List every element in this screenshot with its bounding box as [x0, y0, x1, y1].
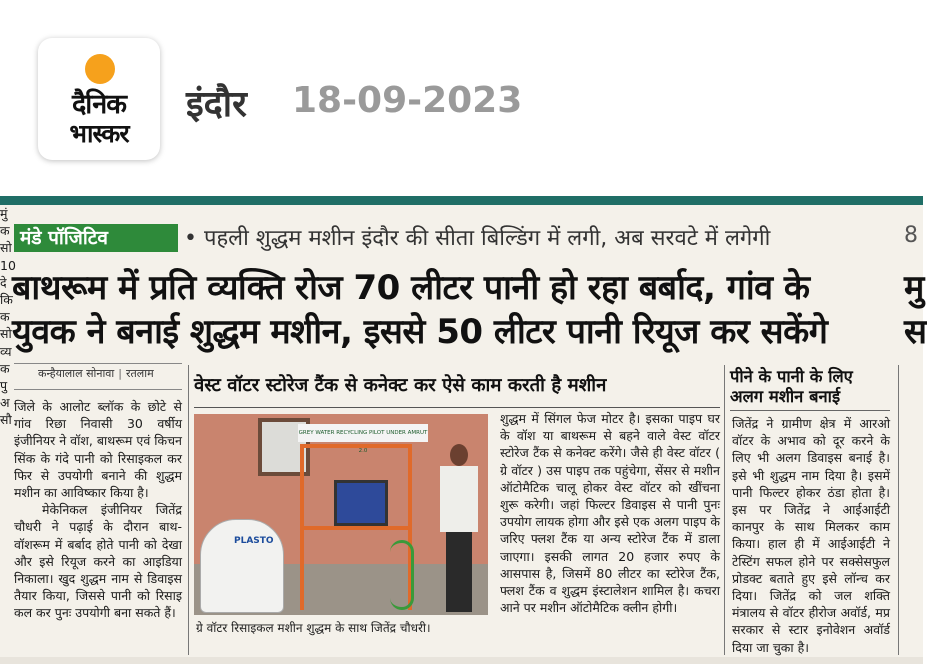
adjacent-line: क — [0, 309, 10, 325]
app-header — [0, 0, 923, 196]
photo-person — [440, 444, 478, 612]
photo-machine-unit — [334, 480, 388, 526]
photo-caption: ग्रे वॉटर रिसाइकल मशीन शुद्धम के साथ जितेंद्र चौधरी। — [196, 621, 431, 635]
column-1-paragraph-1: जिले के आलोट ब्लॉक के छोटे से गांव रिछा निवासी 30 वर्षीय इंजीनियर ने वॉश, बाथरूम एवं किचन सिंक के गंदे पानी को रिसाइकल कर फिर से उपयोगी बनाने की शुद्धम मशीन का आविष्कार किया है। — [14, 399, 182, 501]
adjacent-line: सौ — [0, 412, 12, 428]
logo-text-bhaskar: भास्कर — [69, 119, 129, 148]
adjacent-line: क — [0, 223, 10, 239]
adjacent-line: 10 — [0, 257, 16, 273]
headline-line-1: बाथरूम में प्रति व्यक्ति रोज 70 लीटर पानी हो रहा बर्बाद, गांव के — [12, 268, 810, 308]
byline-rule-bottom — [14, 389, 182, 390]
byline-place: रतलाम — [126, 367, 154, 380]
adjacent-line: दे — [0, 274, 7, 290]
byline: कन्हैयालाल सोनावा | रतलाम — [38, 367, 154, 380]
article-column-4: जितेंद्र ने ग्रामीण क्षेत्र में आरओ वॉटर के अभाव को दूर करने के लिए भी अलग डिवाइस बनाई है। इसे भी शुद्धम नाम दिया है। इसमें पानी फिल्टर होकर ठंडा होता है। इस पर जितेंद्र ने आईआईटी कानपुर के साथ मिलकर काम किया। हाल ही में आईआईटी ने टेस्टिंग सफल होने पर सक्सेसफुल प्रोडक्ट बताते हुए इसे लॉन्च कर दिया। जितेंद्र को जल शक्ति मंत्रालय से वॉटर हीरोज अवॉर्ड, मप्र सरकार से स्टार इनोवेशन अवॉर्ड दिया जा चुका है। — [732, 416, 890, 655]
adjacent-line: मुं — [0, 206, 8, 221]
adjacent-line: कि — [0, 292, 13, 308]
epaper-clipping — [0, 205, 927, 664]
adjacent-line: सो — [0, 326, 12, 342]
byline-author: कन्हैयालाल सोनावा — [38, 367, 115, 380]
photo-tank-label: PLASTO — [234, 536, 274, 546]
adjacent-line: सो — [0, 240, 12, 256]
sidebar-title-rule — [730, 410, 890, 411]
photo-banner: GREY WATER RECYCLING PILOT UNDER AMRUT 2.0 — [298, 424, 428, 442]
infobox-title: वेस्ट वॉटर स्टोरेज टैंक से कनेक्ट कर ऐसे काम करती है मशीन — [194, 372, 720, 408]
byline-rule — [14, 363, 182, 364]
article-column-1 — [14, 398, 182, 622]
adjacent-headline-fragment-2: स — [904, 312, 927, 352]
column-1-paragraph-2: मेकेनिकल इंजीनियर जितेंद्र चौधरी ने पढ़ाई के दौरान बाथ-वॉशरूम में बर्बाद होते पानी को देखा और इसे रियूज करने का आइडिया निकाला। खुद शुद्धम नाम से डिवाइस तैयार किया, जिससे पानी को रिसाइ कल कर पुनः उपयोगी बना सकते हैं। — [14, 502, 182, 621]
adjacent-line: क — [0, 360, 10, 376]
article-column-3: शुद्धम में सिंगल फेज मोटर है। इसका पाइप घर के वॉश या बाथरूम से बहने वाले वेस्ट वॉटर स्टोरेज टैंक से कनेक्ट करेंगे। जैसे ही वेस्ट वॉटर ( ग्रे वॉटर ) उस पाइप तक पहुंचेगा, सेंसर से मशीन ऑटोमैटिक चालू होकर वेस्ट वॉटर को खींचना शुरू करेगी। जहां फिल्टर डिवाइस से पानी पुनः उपयोग लायक होगा और इसे एक अलग पाइप के जरिए फ्लश टैंक या अन्य स्टोरेज टैंक में डाला जाएगा। इसकी लागत 20 हजार रुपए के आसपास है, जिसमें 80 लीटर का स्टोरेज टैंक, फ्लश टैंक व शुद्धम इंस्टालेशन शामिल है। कचरा आने पर मशीन ऑटोमैटिक क्लीन होगी। — [500, 411, 720, 616]
photo-machine-bar — [300, 526, 412, 530]
column-divider-3 — [898, 365, 899, 655]
logo-text-dainik: दैनिक — [71, 89, 127, 120]
edition-city: इंदौर — [186, 84, 247, 125]
person-head — [450, 444, 468, 466]
column-divider-2 — [724, 365, 725, 655]
dainik-bhaskar-logo[interactable] — [38, 38, 160, 160]
section-kicker: मंडे पॉजिटिव — [14, 224, 178, 252]
article-photo[interactable] — [194, 414, 488, 615]
photo-water-tank — [200, 519, 284, 613]
photo-hose — [390, 540, 414, 610]
headline-line-2: युवक ने बनाई शुद्धम मशीन, इससे 50 लीटर पानी रियूज कर सकेंगे — [12, 312, 828, 352]
adjacent-headline-fragment-1: मु — [904, 268, 925, 308]
adjacent-line: पु — [0, 378, 8, 394]
article-subhead: • पहली शुद्धम मशीन इंदौर की सीता बिल्डिंग में लगी, अब सरवटे में लगेगी — [184, 226, 771, 251]
adjacent-article-fragment: 8 — [904, 223, 918, 248]
person-pants — [446, 532, 472, 612]
edition-date: 18-09-2023 — [292, 80, 523, 121]
header-divider — [0, 196, 923, 205]
sidebar-title: पीने के पानी के लिए अलग मशीन बनाई — [730, 367, 853, 406]
sun-icon — [85, 54, 115, 84]
adjacent-line: व्य — [0, 343, 12, 359]
column-divider-1 — [188, 365, 189, 655]
person-shirt — [440, 466, 478, 532]
adjacent-line: अ — [0, 395, 10, 411]
clipping-bottom-edge — [0, 657, 923, 664]
